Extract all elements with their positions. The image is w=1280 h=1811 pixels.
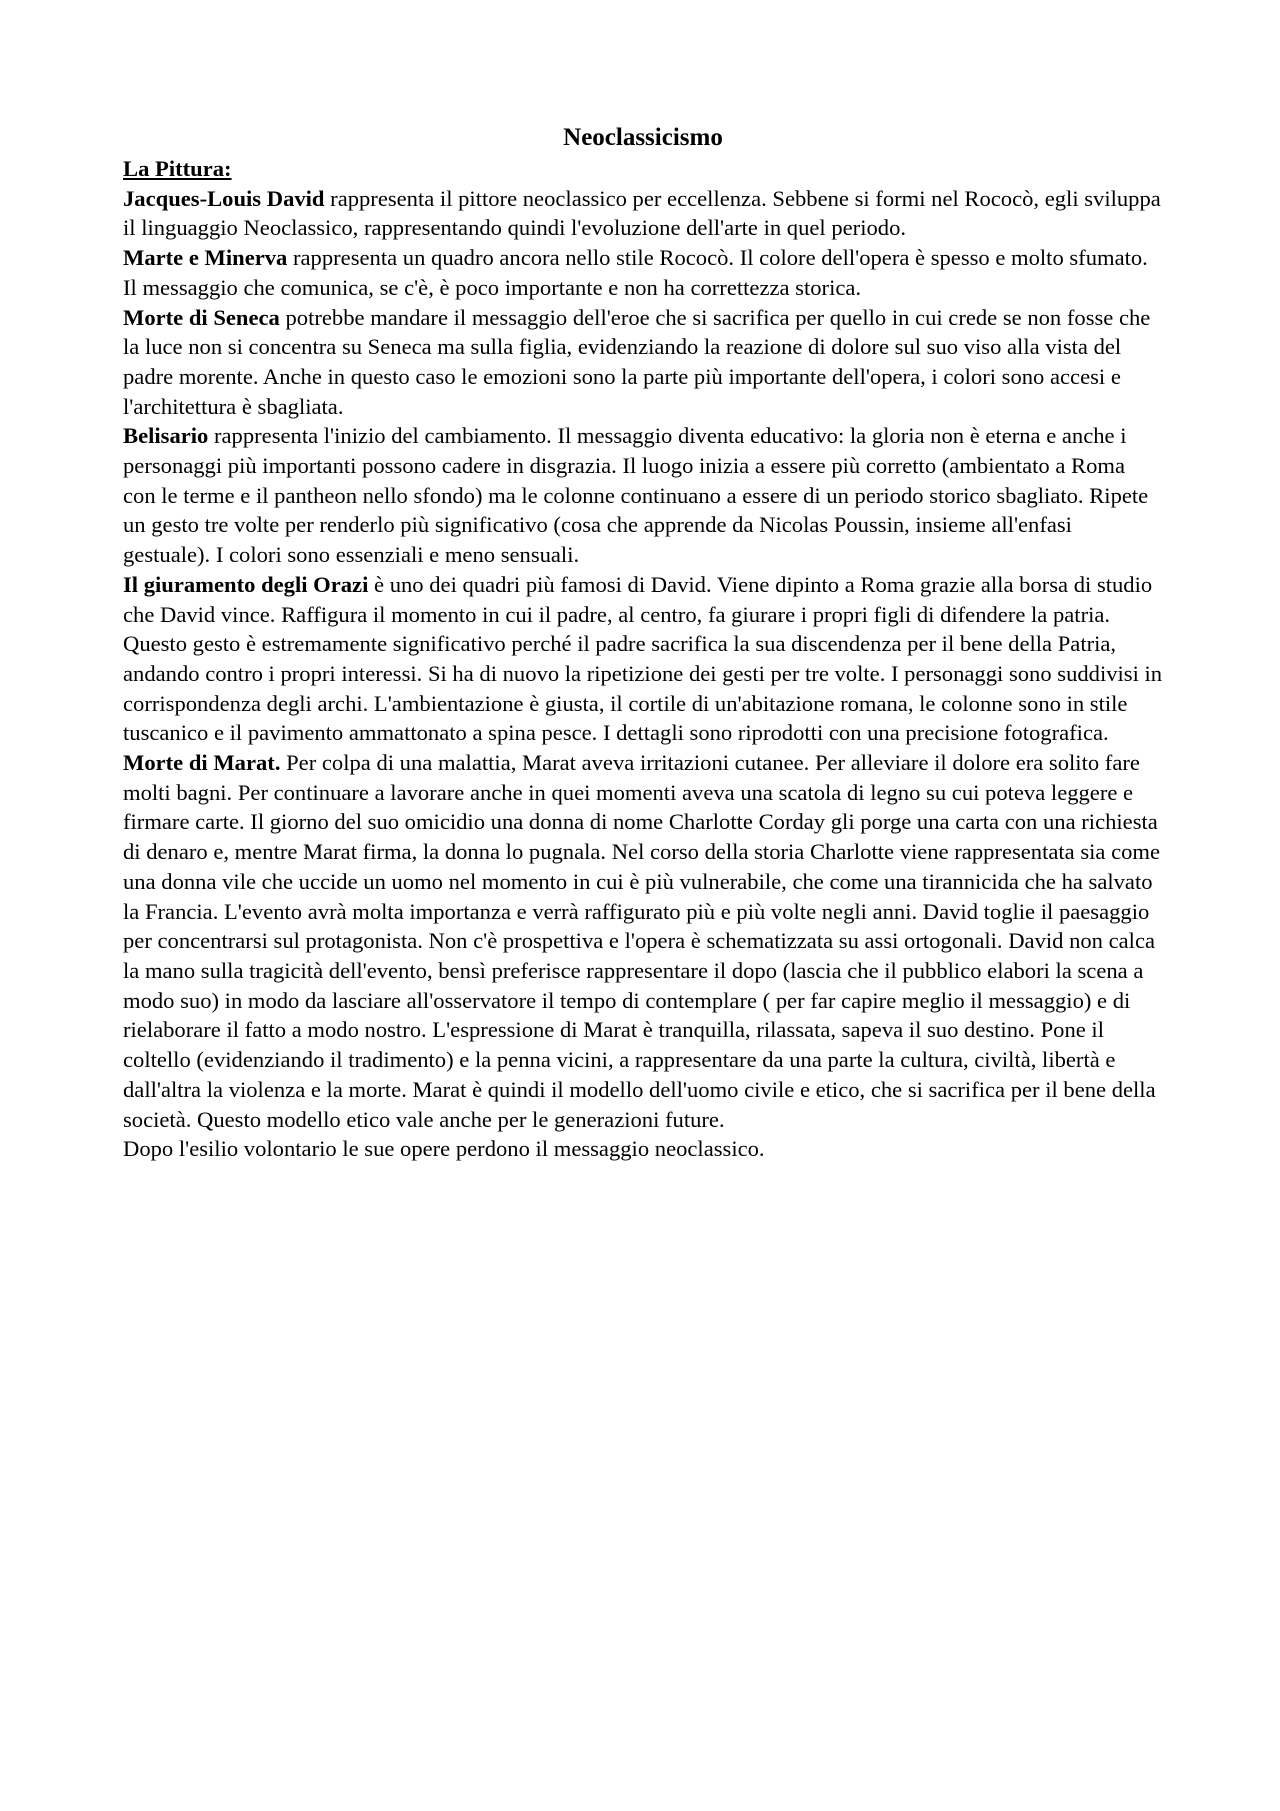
document-body	[123, 122, 1163, 1164]
paragraph-esilio	[123, 1134, 1163, 1164]
paragraph-morte-di-seneca	[123, 303, 1163, 422]
paragraph-bold-lead: Marte e Minerva	[123, 245, 288, 271]
paragraph-bold-lead: Belisario	[123, 423, 209, 449]
paragraph-bold-lead: Morte di Seneca	[123, 304, 280, 330]
paragraph-text: rappresenta il pittore neoclassico per eccellenza. Sebbene si formi nel Rococò, egli sviluppa il linguaggio Neoclassico, rappresentando quindi l'evoluzione dell'arte in quel periodo.	[123, 185, 1161, 241]
paragraph-giuramento-degli-orazi	[123, 570, 1163, 748]
paragraph-marte-e-minerva	[123, 243, 1163, 302]
paragraph-text: rappresenta l'inizio del cambiamento. Il messaggio diventa educativo: la gloria non è eterna e anche i personaggi più importanti possono cadere in disgrazia. Il luogo inizia a essere più corretto (ambientato a Roma con le terme e il pantheon nello sfondo) ma le colonne continuano a essere di un periodo storico sbagliato. Ripete un gesto tre volte per renderlo più significativo (cosa che apprende da Nicolas Poussin, insieme all'enfasi gestuale). I colori sono essenziali e meno sensuali.	[123, 423, 1149, 568]
paragraph-bold-lead: Morte di Marat.	[123, 750, 281, 776]
paragraph-bold-lead: Il giuramento degli Orazi	[123, 571, 369, 597]
paragraph-text: Per colpa di una malattia, Marat aveva irritazioni cutanee. Per alleviare il dolore era solito fare molti bagni. Per continuare a lavorare anche in quei momenti aveva una scatola di legno su cui poteva leggere e firmare carte. Il giorno del suo omicidio una donna di nome Charlotte Corday gli porge una carta con una richiesta di denaro e, mentre Marat firma, la donna lo pugnala. Nel corso della storia Charlotte viene rappresentata sia come una donna vile che uccide un uomo nel momento in cui è più vulnerabile, che come una tirannicida che ha salvato la Francia. L'evento avrà molta importanza e verrà raffigurato più e più volte negli anni. David toglie il paesaggio per concentrarsi sul protagonista. Non c'è prospettiva e l'opera è schematizzata su assi ortogonali. David non calca la mano sulla tragicità dell'evento, bensì preferisce rappresentare il dopo (lascia che il pubblico elabori la scena a modo suo) in modo da lasciare all'osservatore il tempo di contemplare ( per far capire meglio il messaggio) e di rielaborare il fatto a modo nostro. L'espressione di Marat è tranquilla, rilassata, sapeva il suo destino. Pone il coltello (evidenziando il tradimento) e la penna vicini, a rappresentare da una parte la cultura, civiltà, libertà e dall'altra la violenza e la morte. Marat è quindi il modello dell'uomo civile e etico, che si sacrifica per il bene della società. Questo modello etico vale anche per le generazioni future.	[123, 750, 1161, 1132]
paragraph-bold-lead: Jacques-Louis David	[123, 185, 325, 211]
section-heading: La Pittura:	[123, 156, 232, 181]
page-title: Neoclassicismo	[563, 124, 723, 151]
paragraph-text: potrebbe mandare il messaggio dell'eroe che si sacrifica per quello in cui crede se non fosse che la luce non si concentra su Seneca ma sulla figlia, evidenziando la reazione di dolore sul suo viso alla vista del padre morente. Anche in questo caso le emozioni sono la parte più importante dell'opera, i colori sono accesi e l'architettura è sbagliata.	[123, 304, 1151, 419]
paragraph-text: Dopo l'esilio volontario le sue opere perdono il messaggio neoclassico.	[123, 1136, 765, 1162]
paragraph-morte-di-marat	[123, 748, 1163, 1134]
paragraph-text: è uno dei quadri più famosi di David. Viene dipinto a Roma grazie alla borsa di studio che David vince. Raffigura il momento in cui il padre, al centro, fa giurare i propri figli di difendere la patria. Questo gesto è estremamente significativo perché il padre sacrifica la sua discendenza per il bene della Patria, andando contro i propri interessi. Si ha di nuovo la ripetizione dei gesti per tre volte. I personaggi sono suddivisi in corrispondenza degli archi. L'ambientazione è giusta, il cortile di un'abitazione romana, le colonne sono in stile tuscanico e il pavimento ammattonato a spina pesce. I dettagli sono riprodotti con una precisione fotografica.	[123, 571, 1163, 746]
paragraph-belisario	[123, 421, 1163, 570]
paragraph-text: rappresenta un quadro ancora nello stile Rococò. Il colore dell'opera è spesso e molto sfumato. Il messaggio che comunica, se c'è, è poco importante e non ha correttezza storica.	[123, 245, 1148, 300]
paragraph-david	[123, 184, 1163, 243]
